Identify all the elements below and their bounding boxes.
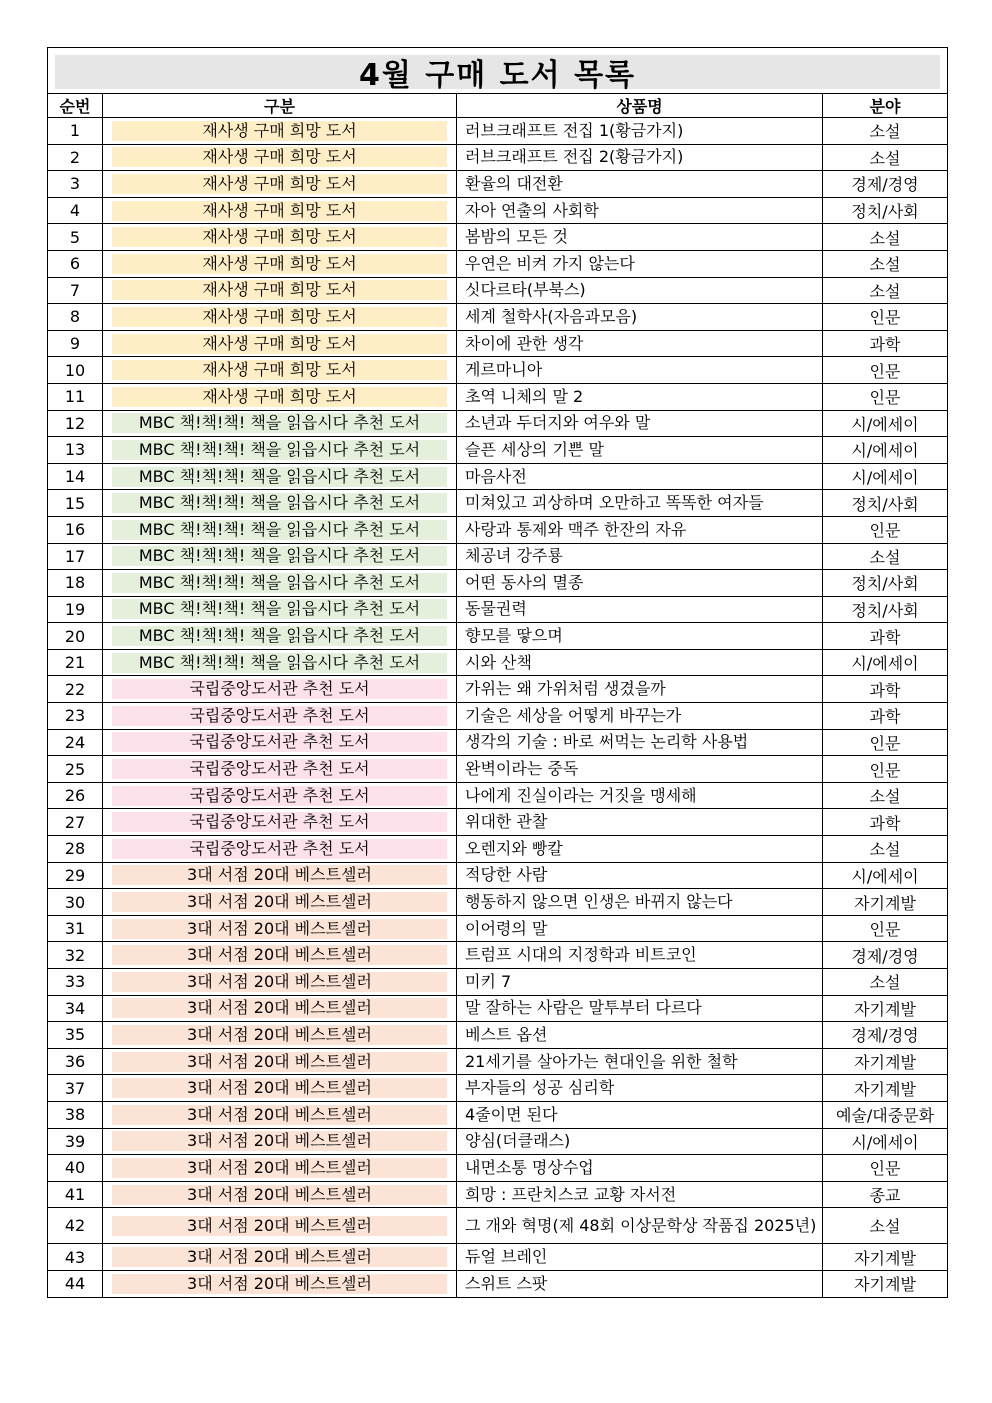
category-tag: 3대 서점 20대 베스트셀러 xyxy=(112,1025,447,1045)
product-name: 싯다르타(부북스) xyxy=(457,277,823,304)
product-name: 게르마니아 xyxy=(457,357,823,384)
field-cell: 과학 xyxy=(823,703,948,730)
category-tag: 재사생 구매 희망 도서 xyxy=(112,254,447,274)
category-cell xyxy=(103,703,457,730)
category-cell xyxy=(103,1181,457,1208)
row-number: 35 xyxy=(48,1022,103,1049)
table-row xyxy=(48,942,948,969)
row-number: 29 xyxy=(48,862,103,889)
category-cell xyxy=(103,1244,457,1271)
table-row xyxy=(48,1181,948,1208)
product-name: 슬픈 세상의 기쁜 말 xyxy=(457,437,823,464)
field-cell: 소설 xyxy=(823,543,948,570)
category-cell xyxy=(103,516,457,543)
row-number: 40 xyxy=(48,1155,103,1182)
product-name: 동물권력 xyxy=(457,596,823,623)
row-number: 14 xyxy=(48,463,103,490)
category-cell xyxy=(103,729,457,756)
row-number: 26 xyxy=(48,782,103,809)
product-name: 스위트 스팟 xyxy=(457,1270,823,1297)
table-row xyxy=(48,277,948,304)
table-row xyxy=(48,224,948,251)
row-number: 1 xyxy=(48,118,103,145)
product-name: 4줄이면 된다 xyxy=(457,1101,823,1128)
table-row xyxy=(48,676,948,703)
field-cell: 시/에세이 xyxy=(823,649,948,676)
product-name: 차이에 관한 생각 xyxy=(457,330,823,357)
category-tag: MBC 책!책!책! 책을 읽읍시다 추천 도서 xyxy=(112,467,447,487)
field-cell: 자기계발 xyxy=(823,1075,948,1102)
product-name: 트럼프 시대의 지정학과 비트코인 xyxy=(457,942,823,969)
row-number: 42 xyxy=(48,1208,103,1244)
field-cell: 인문 xyxy=(823,304,948,331)
field-cell: 인문 xyxy=(823,1155,948,1182)
category-cell xyxy=(103,676,457,703)
row-number: 44 xyxy=(48,1270,103,1297)
header-row xyxy=(48,94,948,118)
field-cell: 소설 xyxy=(823,224,948,251)
category-cell xyxy=(103,410,457,437)
category-tag: 3대 서점 20대 베스트셀러 xyxy=(112,1158,447,1178)
category-cell xyxy=(103,1270,457,1297)
row-number: 33 xyxy=(48,969,103,996)
field-cell: 과학 xyxy=(823,676,948,703)
row-number: 13 xyxy=(48,437,103,464)
product-name: 소년과 두더지와 여우와 말 xyxy=(457,410,823,437)
field-cell: 인문 xyxy=(823,729,948,756)
row-number: 16 xyxy=(48,516,103,543)
category-cell xyxy=(103,1128,457,1155)
table-row xyxy=(48,649,948,676)
category-tag: 3대 서점 20대 베스트셀러 xyxy=(112,892,447,912)
category-cell xyxy=(103,649,457,676)
row-number: 8 xyxy=(48,304,103,331)
category-cell xyxy=(103,623,457,650)
field-cell: 시/에세이 xyxy=(823,437,948,464)
category-tag: MBC 책!책!책! 책을 읽읍시다 추천 도서 xyxy=(112,546,447,566)
product-name: 어떤 동사의 멸종 xyxy=(457,570,823,597)
row-number: 21 xyxy=(48,649,103,676)
field-cell: 자기계발 xyxy=(823,889,948,916)
table-row xyxy=(48,357,948,384)
category-tag: 국립중앙도서관 추천 도서 xyxy=(112,839,447,859)
table-row xyxy=(48,490,948,517)
category-cell xyxy=(103,782,457,809)
field-cell: 소설 xyxy=(823,118,948,145)
field-cell: 정치/사회 xyxy=(823,596,948,623)
product-name: 봄밤의 모든 것 xyxy=(457,224,823,251)
row-number: 37 xyxy=(48,1075,103,1102)
category-tag: 3대 서점 20대 베스트셀러 xyxy=(112,1052,447,1072)
category-tag: 재사생 구매 희망 도서 xyxy=(112,387,447,407)
field-cell: 경제/경영 xyxy=(823,1022,948,1049)
row-number: 9 xyxy=(48,330,103,357)
category-tag: 3대 서점 20대 베스트셀러 xyxy=(112,1274,447,1294)
category-tag: 국립중앙도서관 추천 도서 xyxy=(112,732,447,752)
field-cell: 인문 xyxy=(823,516,948,543)
category-tag: 3대 서점 20대 베스트셀러 xyxy=(112,1185,447,1205)
row-number: 4 xyxy=(48,197,103,224)
field-cell: 인문 xyxy=(823,357,948,384)
field-cell: 소설 xyxy=(823,836,948,863)
table-row xyxy=(48,596,948,623)
table-row xyxy=(48,836,948,863)
table-row xyxy=(48,782,948,809)
table-row xyxy=(48,543,948,570)
row-number: 20 xyxy=(48,623,103,650)
field-cell: 시/에세이 xyxy=(823,862,948,889)
row-number: 5 xyxy=(48,224,103,251)
table-row xyxy=(48,1022,948,1049)
product-name: 미키 7 xyxy=(457,969,823,996)
row-number: 32 xyxy=(48,942,103,969)
category-cell xyxy=(103,915,457,942)
category-tag: MBC 책!책!책! 책을 읽읍시다 추천 도서 xyxy=(112,573,447,593)
category-cell xyxy=(103,995,457,1022)
category-cell xyxy=(103,1075,457,1102)
row-number: 36 xyxy=(48,1048,103,1075)
product-name: 행동하지 않으면 인생은 바뀌지 않는다 xyxy=(457,889,823,916)
table-row xyxy=(48,570,948,597)
product-name: 듀얼 브레인 xyxy=(457,1244,823,1271)
product-name: 21세기를 살아가는 현대인을 위한 철학 xyxy=(457,1048,823,1075)
field-cell: 자기계발 xyxy=(823,1270,948,1297)
category-cell xyxy=(103,383,457,410)
category-tag: MBC 책!책!책! 책을 읽읍시다 추천 도서 xyxy=(112,599,447,619)
category-tag: 3대 서점 20대 베스트셀러 xyxy=(112,972,447,992)
table-row xyxy=(48,995,948,1022)
category-tag: 재사생 구매 희망 도서 xyxy=(112,227,447,247)
table-row xyxy=(48,862,948,889)
field-cell: 소설 xyxy=(823,782,948,809)
category-tag: MBC 책!책!책! 책을 읽읍시다 추천 도서 xyxy=(112,493,447,513)
category-tag: 국립중앙도서관 추천 도서 xyxy=(112,812,447,832)
table-row xyxy=(48,915,948,942)
category-tag: 3대 서점 20대 베스트셀러 xyxy=(112,865,447,885)
product-name: 기술은 세상을 어떻게 바꾸는가 xyxy=(457,703,823,730)
category-cell xyxy=(103,224,457,251)
category-tag: MBC 책!책!책! 책을 읽읍시다 추천 도서 xyxy=(112,440,447,460)
table-row xyxy=(48,171,948,198)
field-cell: 정치/사회 xyxy=(823,197,948,224)
table-row xyxy=(48,410,948,437)
row-number: 15 xyxy=(48,490,103,517)
field-cell: 소설 xyxy=(823,277,948,304)
product-name: 희망 : 프란치스코 교황 자서전 xyxy=(457,1181,823,1208)
product-name: 완벽이라는 중독 xyxy=(457,756,823,783)
table-row xyxy=(48,889,948,916)
row-number: 3 xyxy=(48,171,103,198)
product-name: 위대한 관찰 xyxy=(457,809,823,836)
product-name: 우연은 비켜 가지 않는다 xyxy=(457,250,823,277)
field-cell: 정치/사회 xyxy=(823,490,948,517)
row-number: 23 xyxy=(48,703,103,730)
row-number: 12 xyxy=(48,410,103,437)
table-row xyxy=(48,330,948,357)
field-cell: 소설 xyxy=(823,250,948,277)
table-row xyxy=(48,383,948,410)
category-cell xyxy=(103,118,457,145)
header-no: 순번 xyxy=(48,94,103,118)
row-number: 25 xyxy=(48,756,103,783)
category-cell xyxy=(103,437,457,464)
category-cell xyxy=(103,889,457,916)
row-number: 7 xyxy=(48,277,103,304)
product-name: 베스트 옵션 xyxy=(457,1022,823,1049)
category-cell xyxy=(103,197,457,224)
product-name: 부자들의 성공 심리학 xyxy=(457,1075,823,1102)
category-cell xyxy=(103,836,457,863)
product-name: 사랑과 통제와 맥주 한잔의 자유 xyxy=(457,516,823,543)
product-name: 체공녀 강주룡 xyxy=(457,543,823,570)
table-row xyxy=(48,1101,948,1128)
product-name: 그 개와 혁명(제 48회 이상문학상 작품집 2025년) xyxy=(457,1208,823,1244)
category-tag: 재사생 구매 희망 도서 xyxy=(112,334,447,354)
category-cell xyxy=(103,490,457,517)
table-row xyxy=(48,756,948,783)
row-number: 22 xyxy=(48,676,103,703)
category-cell xyxy=(103,463,457,490)
category-tag: 3대 서점 20대 베스트셀러 xyxy=(112,919,447,939)
row-number: 11 xyxy=(48,383,103,410)
row-number: 34 xyxy=(48,995,103,1022)
product-name: 러브크래프트 전집 1(황금가지) xyxy=(457,118,823,145)
row-number: 41 xyxy=(48,1181,103,1208)
row-number: 18 xyxy=(48,570,103,597)
field-cell: 소설 xyxy=(823,1208,948,1244)
category-tag: 3대 서점 20대 베스트셀러 xyxy=(112,1078,447,1098)
category-cell xyxy=(103,942,457,969)
row-number: 6 xyxy=(48,250,103,277)
category-cell xyxy=(103,144,457,171)
category-tag: 국립중앙도서관 추천 도서 xyxy=(112,759,447,779)
table-row xyxy=(48,809,948,836)
field-cell: 소설 xyxy=(823,144,948,171)
category-tag: 3대 서점 20대 베스트셀러 xyxy=(112,1105,447,1125)
table-row xyxy=(48,1270,948,1297)
field-cell: 자기계발 xyxy=(823,995,948,1022)
field-cell: 예술/대중문화 xyxy=(823,1101,948,1128)
field-cell: 인문 xyxy=(823,383,948,410)
product-name: 오렌지와 빵칼 xyxy=(457,836,823,863)
table-row xyxy=(48,969,948,996)
product-name: 나에게 진실이라는 거짓을 맹세해 xyxy=(457,782,823,809)
table-row xyxy=(48,463,948,490)
field-cell: 경제/경영 xyxy=(823,942,948,969)
product-name: 초역 니체의 말 2 xyxy=(457,383,823,410)
product-name: 환율의 대전환 xyxy=(457,171,823,198)
table-row xyxy=(48,197,948,224)
category-cell xyxy=(103,357,457,384)
field-cell: 과학 xyxy=(823,623,948,650)
category-tag: 3대 서점 20대 베스트셀러 xyxy=(112,1131,447,1151)
table-row xyxy=(48,516,948,543)
category-cell xyxy=(103,277,457,304)
row-number: 31 xyxy=(48,915,103,942)
category-cell xyxy=(103,1155,457,1182)
header-product: 상품명 xyxy=(457,94,823,118)
header-field: 분야 xyxy=(823,94,948,118)
title-row xyxy=(48,48,948,94)
field-cell: 소설 xyxy=(823,969,948,996)
page-title: 4월 구매 도서 목록 xyxy=(55,55,940,89)
table-row xyxy=(48,1155,948,1182)
category-tag: 3대 서점 20대 베스트셀러 xyxy=(112,1247,447,1267)
category-tag: 재사생 구매 희망 도서 xyxy=(112,147,447,167)
category-cell xyxy=(103,250,457,277)
row-number: 43 xyxy=(48,1244,103,1271)
category-cell xyxy=(103,1208,457,1244)
category-cell xyxy=(103,756,457,783)
category-cell xyxy=(103,862,457,889)
product-name: 미쳐있고 괴상하며 오만하고 똑똑한 여자들 xyxy=(457,490,823,517)
product-name: 이어령의 말 xyxy=(457,915,823,942)
category-tag: 재사생 구매 희망 도서 xyxy=(112,201,447,221)
category-cell xyxy=(103,171,457,198)
row-number: 38 xyxy=(48,1101,103,1128)
row-number: 19 xyxy=(48,596,103,623)
table-row xyxy=(48,729,948,756)
row-number: 27 xyxy=(48,809,103,836)
row-number: 17 xyxy=(48,543,103,570)
category-tag: 국립중앙도서관 추천 도서 xyxy=(112,706,447,726)
product-name: 러브크래프트 전집 2(황금가지) xyxy=(457,144,823,171)
product-name: 자아 연출의 사회학 xyxy=(457,197,823,224)
table-row xyxy=(48,250,948,277)
table-row xyxy=(48,304,948,331)
category-cell xyxy=(103,969,457,996)
row-number: 28 xyxy=(48,836,103,863)
row-number: 24 xyxy=(48,729,103,756)
table-row xyxy=(48,623,948,650)
table-row xyxy=(48,1128,948,1155)
category-tag: 3대 서점 20대 베스트셀러 xyxy=(112,945,447,965)
category-tag: MBC 책!책!책! 책을 읽읍시다 추천 도서 xyxy=(112,626,447,646)
category-tag: 재사생 구매 희망 도서 xyxy=(112,360,447,380)
table-row xyxy=(48,118,948,145)
product-name: 적당한 사람 xyxy=(457,862,823,889)
field-cell: 자기계발 xyxy=(823,1048,948,1075)
category-cell xyxy=(103,330,457,357)
field-cell: 과학 xyxy=(823,330,948,357)
category-cell xyxy=(103,596,457,623)
table-row xyxy=(48,437,948,464)
header-category: 구분 xyxy=(103,94,457,118)
field-cell: 시/에세이 xyxy=(823,1128,948,1155)
category-tag: 재사생 구매 희망 도서 xyxy=(112,307,447,327)
field-cell: 과학 xyxy=(823,809,948,836)
category-cell xyxy=(103,304,457,331)
product-name: 내면소통 명상수업 xyxy=(457,1155,823,1182)
field-cell: 시/에세이 xyxy=(823,410,948,437)
category-cell xyxy=(103,543,457,570)
table-row xyxy=(48,1075,948,1102)
category-cell xyxy=(103,1048,457,1075)
table-row xyxy=(48,1048,948,1075)
row-number: 30 xyxy=(48,889,103,916)
category-cell xyxy=(103,1022,457,1049)
product-name: 세계 철학사(자음과모음) xyxy=(457,304,823,331)
category-tag: 국립중앙도서관 추천 도서 xyxy=(112,786,447,806)
row-number: 2 xyxy=(48,144,103,171)
product-name: 향모를 땋으며 xyxy=(457,623,823,650)
category-cell xyxy=(103,1101,457,1128)
category-cell xyxy=(103,570,457,597)
table-row xyxy=(48,144,948,171)
category-tag: MBC 책!책!책! 책을 읽읍시다 추천 도서 xyxy=(112,653,447,673)
category-cell xyxy=(103,809,457,836)
book-table xyxy=(47,47,948,1298)
book-list-sheet xyxy=(47,47,947,1298)
field-cell: 시/에세이 xyxy=(823,463,948,490)
category-tag: 3대 서점 20대 베스트셀러 xyxy=(112,1216,447,1236)
table-row xyxy=(48,1244,948,1271)
category-tag: 재사생 구매 희망 도서 xyxy=(112,174,447,194)
row-number: 39 xyxy=(48,1128,103,1155)
category-tag: MBC 책!책!책! 책을 읽읍시다 추천 도서 xyxy=(112,520,447,540)
row-number: 10 xyxy=(48,357,103,384)
category-tag: MBC 책!책!책! 책을 읽읍시다 추천 도서 xyxy=(112,413,447,433)
category-tag: 국립중앙도서관 추천 도서 xyxy=(112,679,447,699)
field-cell: 인문 xyxy=(823,756,948,783)
field-cell: 종교 xyxy=(823,1181,948,1208)
product-name: 양심(더클래스) xyxy=(457,1128,823,1155)
product-name: 시와 산책 xyxy=(457,649,823,676)
field-cell: 인문 xyxy=(823,915,948,942)
field-cell: 자기계발 xyxy=(823,1244,948,1271)
field-cell: 정치/사회 xyxy=(823,570,948,597)
category-tag: 재사생 구매 희망 도서 xyxy=(112,121,447,141)
table-row xyxy=(48,1208,948,1244)
product-name: 가위는 왜 가위처럼 생겼을까 xyxy=(457,676,823,703)
product-name: 마음사전 xyxy=(457,463,823,490)
category-tag: 3대 서점 20대 베스트셀러 xyxy=(112,998,447,1018)
table-row xyxy=(48,703,948,730)
field-cell: 경제/경영 xyxy=(823,171,948,198)
product-name: 말 잘하는 사람은 말투부터 다르다 xyxy=(457,995,823,1022)
category-tag: 재사생 구매 희망 도서 xyxy=(112,280,447,300)
product-name: 생각의 기술 : 바로 써먹는 논리학 사용법 xyxy=(457,729,823,756)
